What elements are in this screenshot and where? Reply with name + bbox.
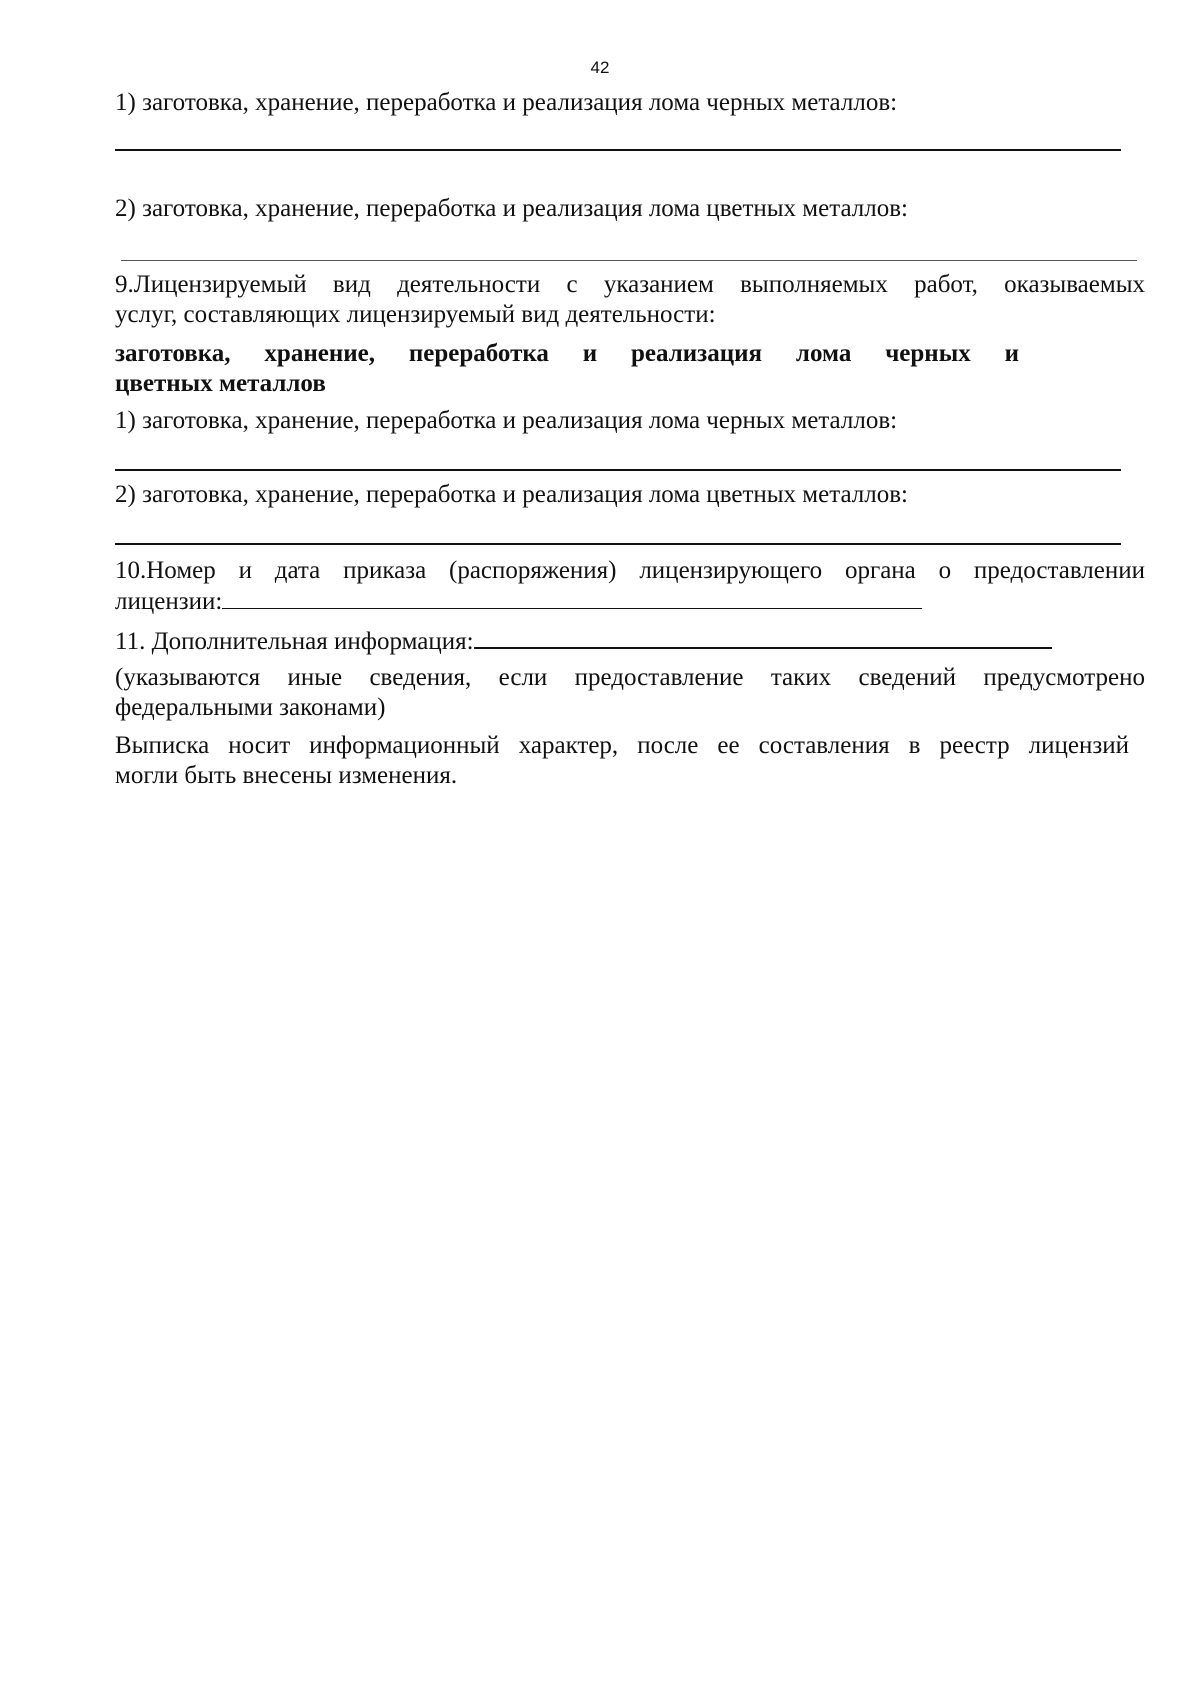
- section8-item2-blank-line: [121, 260, 1137, 261]
- section8-item1-blank-line: [115, 149, 1121, 151]
- section11-line: [115, 625, 1052, 657]
- section9-item2-text: 2) заготовка, хранение, переработка и реализация лома цветных металлов:: [115, 481, 908, 508]
- section11-note-line2: федеральными законами): [115, 694, 386, 721]
- section8-item1-text: 1) заготовка, хранение, переработка и реализация лома черных металлов:: [115, 89, 898, 116]
- section9-activity-line1: заготовка, хранение, переработка и реализация лома черных и: [115, 340, 1019, 367]
- section9-activity-line2: цветных металлов: [115, 370, 326, 397]
- section9-item1-text: 1) заготовка, хранение, переработка и реализация лома черных металлов:: [115, 407, 898, 434]
- section9-item2-blank-line: [115, 543, 1121, 545]
- disclaimer-line1: Выписка носит информационный характер, после ее составления в реестр лицензий: [115, 732, 1129, 759]
- section11-additional-info-blank-line: [474, 625, 1052, 649]
- section10-line2: [115, 586, 922, 617]
- section9-heading-line1: 9.Лицензируемый вид деятельности с указанием выполняемых работ, оказываемых: [115, 271, 1145, 298]
- section10-license-label: лицензии:: [115, 588, 223, 615]
- page-number: 42: [590, 58, 610, 77]
- section10-line1: 10.Номер и дата приказа (распоряжения) лицензирующего органа о предоставлении: [115, 557, 1145, 584]
- section10-order-blank-line: [222, 586, 922, 609]
- section8-item2-text: 2) заготовка, хранение, переработка и реализация лома цветных металлов:: [115, 195, 908, 222]
- section9-heading-line2: услуг, составляющих лицензируемый вид деятельности:: [115, 301, 716, 328]
- disclaimer-line2: могли быть внесены изменения.: [115, 762, 458, 789]
- section11-note-line1: (указываются иные сведения, если предоставление таких сведений предусмотрено: [115, 664, 1145, 691]
- section9-item1-blank-line: [115, 469, 1121, 471]
- section11-label: 11. Дополнительная информация:: [115, 628, 474, 655]
